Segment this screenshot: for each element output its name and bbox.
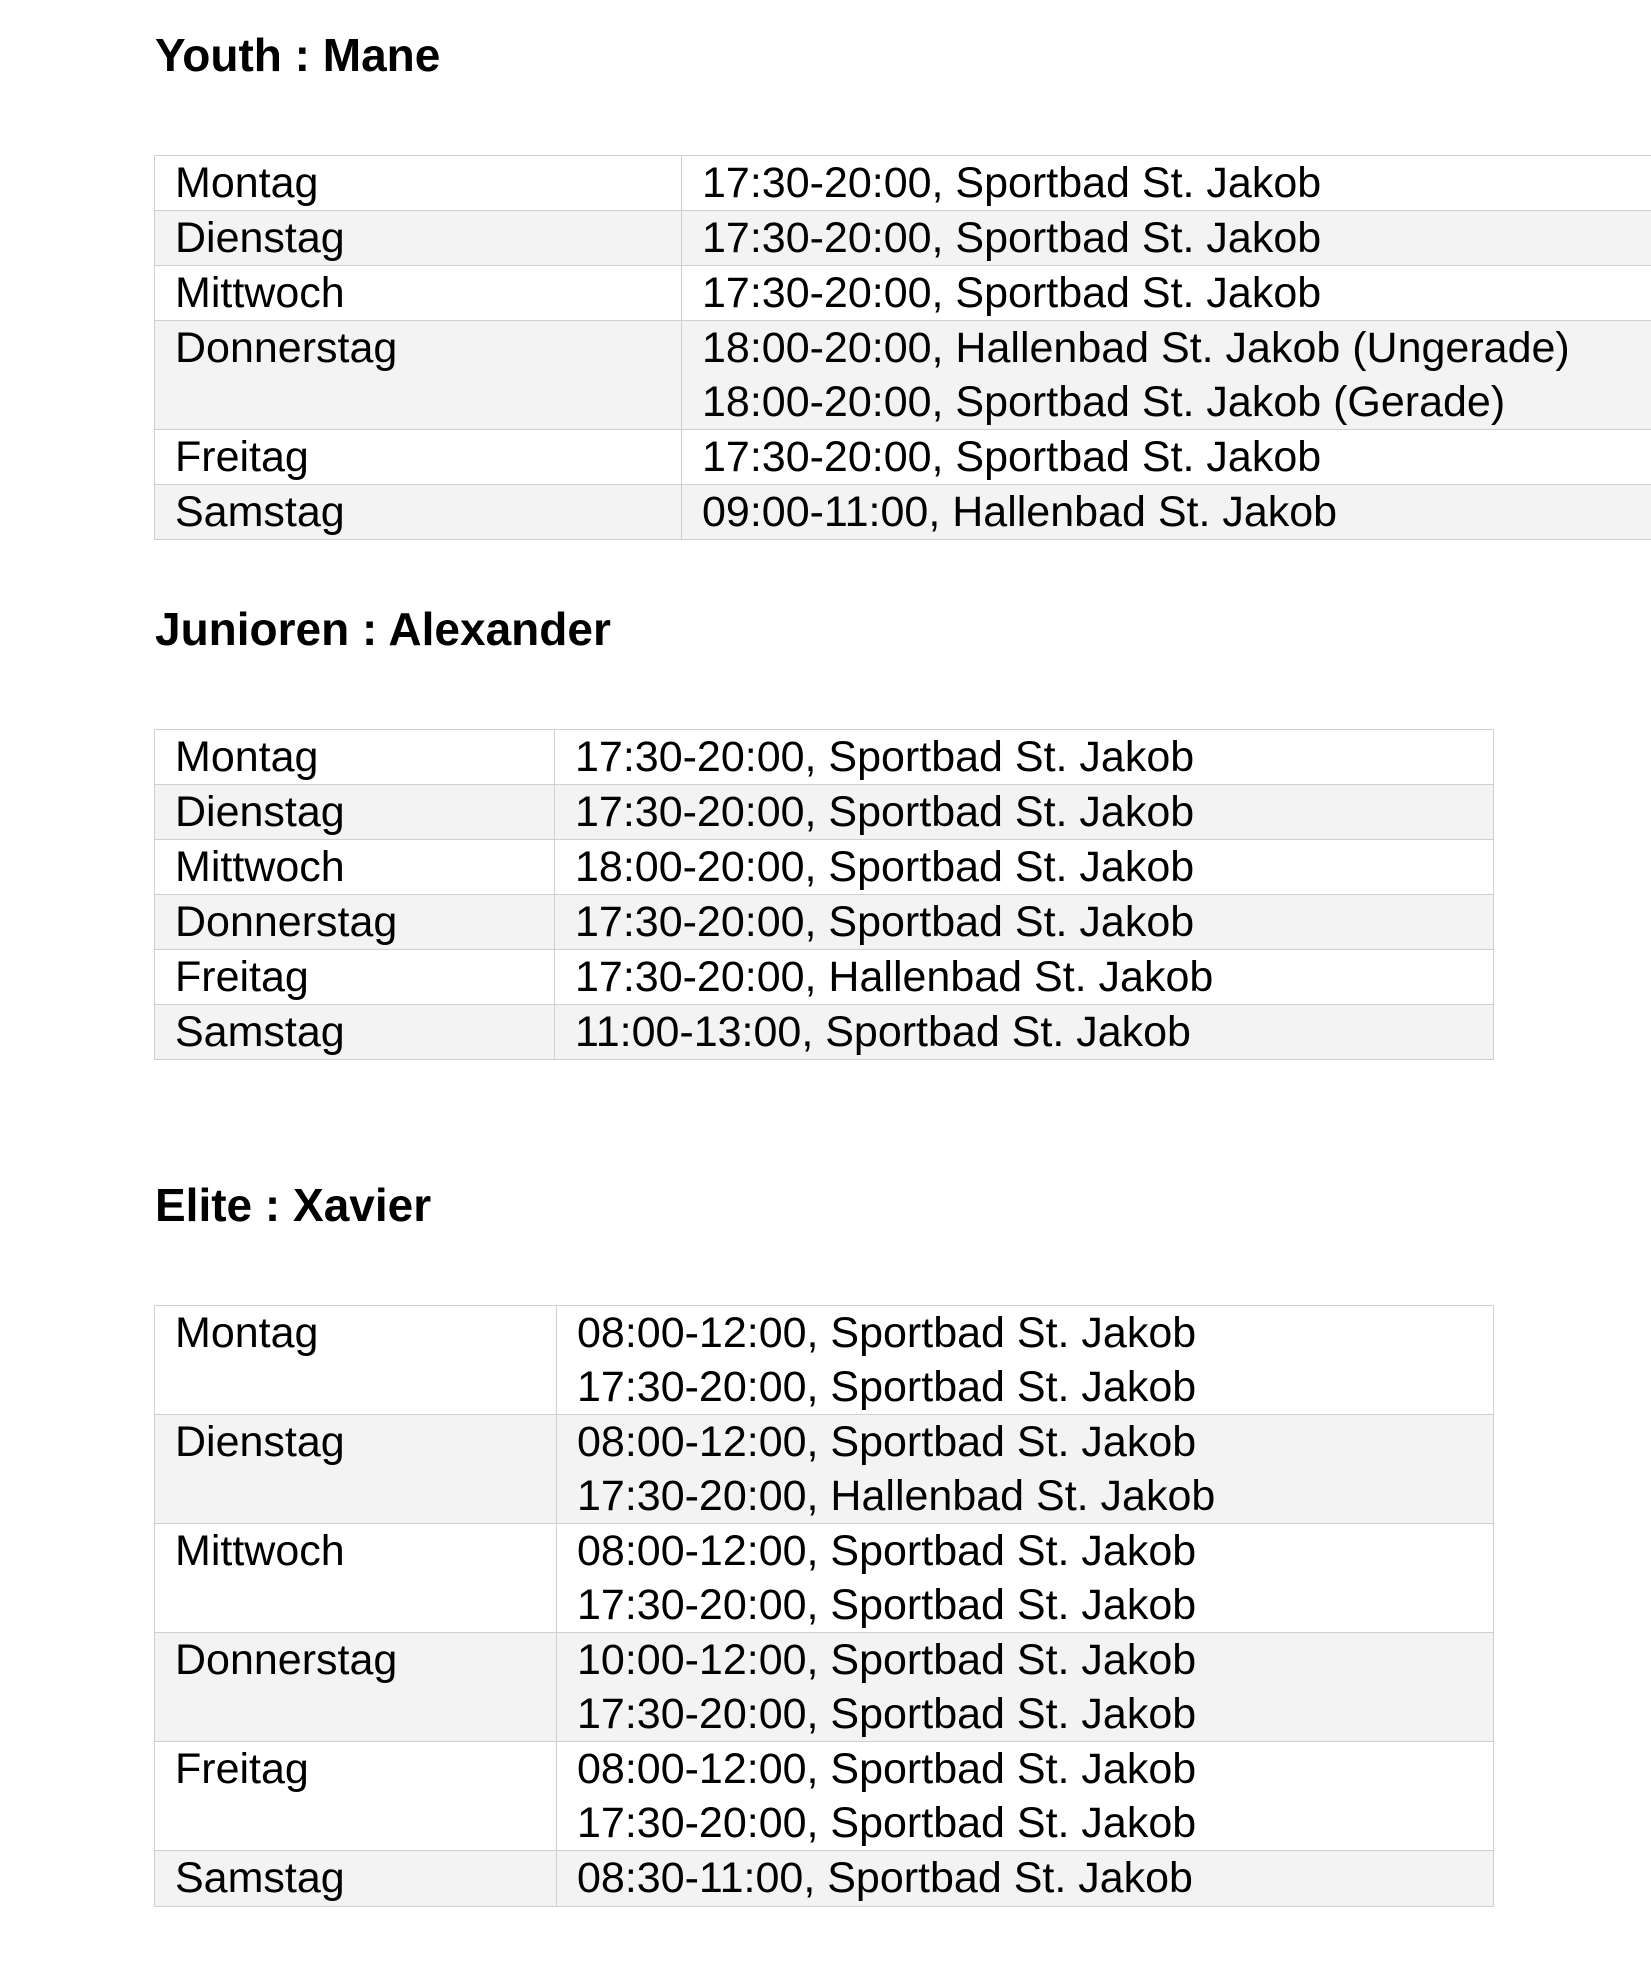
time-entry: 17:30-20:00, Sportbad St. Jakob bbox=[577, 1363, 1197, 1411]
day-cell bbox=[155, 1851, 557, 1907]
day-label: Mittwoch bbox=[175, 269, 345, 317]
day-cell bbox=[155, 156, 682, 211]
time-cell bbox=[682, 430, 1651, 485]
table-row bbox=[155, 485, 1651, 540]
time-cell bbox=[557, 1524, 1494, 1633]
day-label: Samstag bbox=[175, 1854, 345, 1902]
section-title-youth: Youth : Mane bbox=[155, 29, 441, 81]
table-row bbox=[155, 321, 1651, 430]
time-entry: 08:00-12:00, Sportbad St. Jakob bbox=[577, 1418, 1197, 1466]
time-entry: 17:30-20:00, Sportbad St. Jakob bbox=[702, 269, 1322, 317]
time-entry: 17:30-20:00, Hallenbad St. Jakob bbox=[577, 1472, 1216, 1520]
day-label: Samstag bbox=[175, 1008, 345, 1056]
day-cell bbox=[155, 1742, 557, 1851]
time-cell bbox=[555, 895, 1494, 950]
time-cell bbox=[557, 1742, 1494, 1851]
day-label: Donnerstag bbox=[175, 1636, 398, 1684]
table-row bbox=[155, 1742, 1494, 1851]
table-row bbox=[155, 211, 1651, 266]
table-row bbox=[155, 785, 1494, 840]
table-row bbox=[155, 1633, 1494, 1742]
time-entry: 08:30-11:00, Sportbad St. Jakob bbox=[577, 1854, 1193, 1902]
table-row bbox=[155, 1306, 1494, 1415]
table-row bbox=[155, 1524, 1494, 1633]
time-entry: 17:30-20:00, Sportbad St. Jakob bbox=[702, 159, 1322, 207]
day-label: Dienstag bbox=[175, 1418, 345, 1466]
day-label: Donnerstag bbox=[175, 324, 398, 372]
table-row bbox=[155, 1851, 1494, 1907]
time-entry: 08:00-12:00, Sportbad St. Jakob bbox=[577, 1309, 1197, 1357]
day-label: Dienstag bbox=[175, 214, 345, 262]
day-label: Mittwoch bbox=[175, 843, 345, 891]
time-entry: 08:00-12:00, Sportbad St. Jakob bbox=[577, 1527, 1197, 1575]
day-cell bbox=[155, 730, 555, 785]
time-entry: 17:30-20:00, Sportbad St. Jakob bbox=[577, 1799, 1197, 1847]
section-title-elite: Elite : Xavier bbox=[155, 1179, 432, 1231]
time-cell bbox=[555, 950, 1494, 1005]
day-label: Montag bbox=[175, 159, 319, 207]
time-cell bbox=[557, 1415, 1494, 1524]
time-cell bbox=[555, 730, 1494, 785]
day-label: Samstag bbox=[175, 488, 345, 536]
time-entry: 17:30-20:00, Sportbad St. Jakob bbox=[575, 788, 1195, 836]
time-cell bbox=[682, 156, 1651, 211]
time-cell bbox=[682, 211, 1651, 266]
time-cell bbox=[555, 785, 1494, 840]
time-entry: 17:30-20:00, Sportbad St. Jakob bbox=[577, 1581, 1197, 1629]
time-entry: 18:00-20:00, Sportbad St. Jakob bbox=[575, 843, 1195, 891]
time-entry: 18:00-20:00, Sportbad St. Jakob (Gerade) bbox=[702, 378, 1506, 426]
day-label: Donnerstag bbox=[175, 898, 398, 946]
day-cell bbox=[155, 1005, 555, 1060]
table-row bbox=[155, 156, 1651, 211]
table-row bbox=[155, 1415, 1494, 1524]
day-label: Freitag bbox=[175, 433, 309, 481]
day-cell bbox=[155, 1415, 557, 1524]
time-entry: 10:00-12:00, Sportbad St. Jakob bbox=[577, 1636, 1197, 1684]
table-row bbox=[155, 840, 1494, 895]
day-label: Freitag bbox=[175, 1745, 309, 1793]
day-cell bbox=[155, 485, 682, 540]
day-cell bbox=[155, 430, 682, 485]
table-row bbox=[155, 1005, 1494, 1060]
day-cell bbox=[155, 895, 555, 950]
day-label: Montag bbox=[175, 1309, 319, 1357]
section-title-junioren: Junioren : Alexander bbox=[155, 603, 611, 655]
time-entry: 17:30-20:00, Sportbad St. Jakob bbox=[577, 1690, 1197, 1738]
day-label: Mittwoch bbox=[175, 1527, 345, 1575]
day-label: Dienstag bbox=[175, 788, 345, 836]
table-row bbox=[155, 950, 1494, 1005]
time-entry: 17:30-20:00, Sportbad St. Jakob bbox=[702, 433, 1322, 481]
day-cell bbox=[155, 211, 682, 266]
table-row bbox=[155, 895, 1494, 950]
time-cell bbox=[557, 1633, 1494, 1742]
day-cell bbox=[155, 950, 555, 1005]
time-cell bbox=[555, 840, 1494, 895]
time-entry: 18:00-20:00, Hallenbad St. Jakob (Ungerade) bbox=[702, 324, 1570, 372]
schedule-table-elite bbox=[154, 1305, 1494, 1907]
time-cell bbox=[682, 321, 1651, 430]
table-row bbox=[155, 730, 1494, 785]
schedule-table-youth bbox=[154, 155, 1651, 540]
day-label: Montag bbox=[175, 733, 319, 781]
day-cell bbox=[155, 840, 555, 895]
day-cell bbox=[155, 1306, 557, 1415]
time-entry: 17:30-20:00, Sportbad St. Jakob bbox=[575, 733, 1195, 781]
day-cell bbox=[155, 321, 682, 430]
time-cell bbox=[682, 266, 1651, 321]
time-cell bbox=[557, 1851, 1494, 1907]
day-cell bbox=[155, 1524, 557, 1633]
time-entry: 11:00-13:00, Sportbad St. Jakob bbox=[575, 1008, 1191, 1056]
table-row bbox=[155, 266, 1651, 321]
schedule-table-junioren bbox=[154, 729, 1494, 1060]
day-cell bbox=[155, 785, 555, 840]
time-cell bbox=[557, 1306, 1494, 1415]
time-entry: 17:30-20:00, Sportbad St. Jakob bbox=[702, 214, 1322, 262]
day-label: Freitag bbox=[175, 953, 309, 1001]
time-entry: 08:00-12:00, Sportbad St. Jakob bbox=[577, 1745, 1197, 1793]
day-cell bbox=[155, 1633, 557, 1742]
time-cell bbox=[682, 485, 1651, 540]
time-cell bbox=[555, 1005, 1494, 1060]
day-cell bbox=[155, 266, 682, 321]
time-entry: 09:00-11:00, Hallenbad St. Jakob bbox=[702, 488, 1338, 536]
time-entry: 17:30-20:00, Hallenbad St. Jakob bbox=[575, 953, 1214, 1001]
table-row bbox=[155, 430, 1651, 485]
time-entry: 17:30-20:00, Sportbad St. Jakob bbox=[575, 898, 1195, 946]
